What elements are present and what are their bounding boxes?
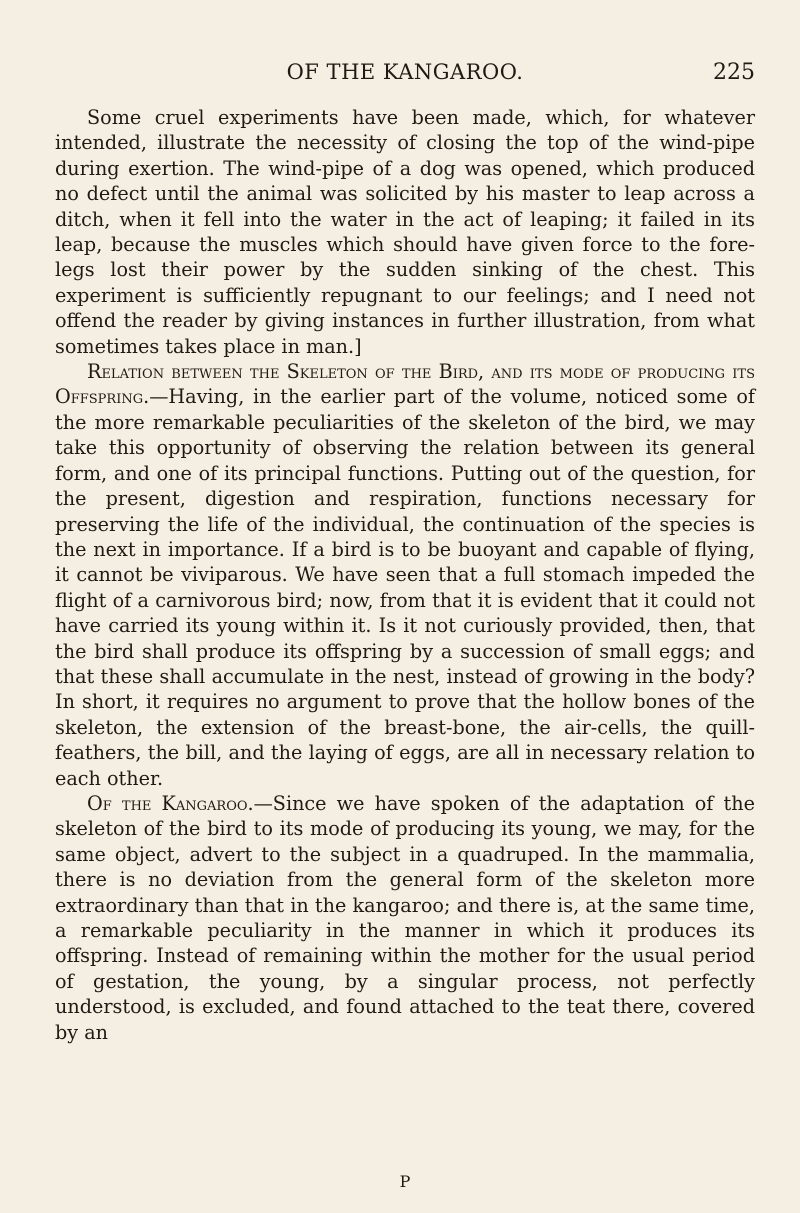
section-heading-bird: Relation between the Skeleton of the Bird, and its mode of producing its Offspring.	[55, 360, 755, 409]
signature-mark: P	[399, 1172, 411, 1191]
running-head: OF THE KANGAROO.	[286, 60, 524, 84]
page-number: 225	[713, 60, 755, 85]
paragraph-bird-skeleton	[55, 359, 755, 791]
page-header	[55, 60, 755, 90]
page-body	[55, 105, 755, 1045]
paragraph-kangaroo	[55, 791, 755, 1045]
paragraph-text: Some cruel experiments have been made, which, for whatever intended, illustrate the necessity of closing the top of the wind-pipe during exertion. The wind-pipe of a dog was opened, which produced no defect until the animal was solicited by his master to leap across a ditch, when it fell into the water in the act of leaping; it failed in its leap, because the muscles which should have given force to the fore-legs lost their power by the sudden sinking of the chest. This experiment is sufficiently repugnant to our feelings; and I need not offend the reader by giving instances in further illustration, from what sometimes takes place in man.]	[55, 106, 755, 358]
paragraph-cruel-experiments	[55, 105, 755, 359]
paragraph-text: —Since we have spoken of the adaptation of the skeleton of the bird to its mode of producing its young, we may, for the same object, advert to the subject in a quadruped. In the mammalia, there is no deviation from the general form of the skeleton more extraordinary than that in the kangaroo; and there is, at the same time, a remarkable peculiarity in the manner in which it produces its offspring. Instead of remaining within the mother for the usual period of gestation, the young, by a singular process, not perfectly understood, is excluded, and found attached to the teat there, covered by an	[55, 791, 755, 1044]
section-heading-kangaroo: Of the Kangaroo.	[87, 791, 254, 815]
paragraph-text: —Having, in the earlier part of the volume, noticed some of the more remarkable peculiarities of the skeleton of the bird, we may take this opportunity of observing the relation between its general form, and one of its principal functions. Putting out of the question, for the present, digestion and respiration, functions necessary for preserving the life of the individual, the continuation of the species is the next in importance. If a bird is to be buoyant and capable of flying, it cannot be viviparous. We have seen that a full stomach impeded the flight of a carnivorous bird; now, from that it is evident that it could not have carried its young within it. Is it not curiously provided, then, that the bird shall produce its offspring by a succession of small eggs; and that these shall accumulate in the nest, instead of growing in the body? In short, it requires no argument to prove that the hollow bones of the skeleton, the extension of the breast-bone, the air-cells, the quill-feathers, the bill, and the laying of eggs, are all in necessary relation to each other.	[55, 385, 755, 790]
